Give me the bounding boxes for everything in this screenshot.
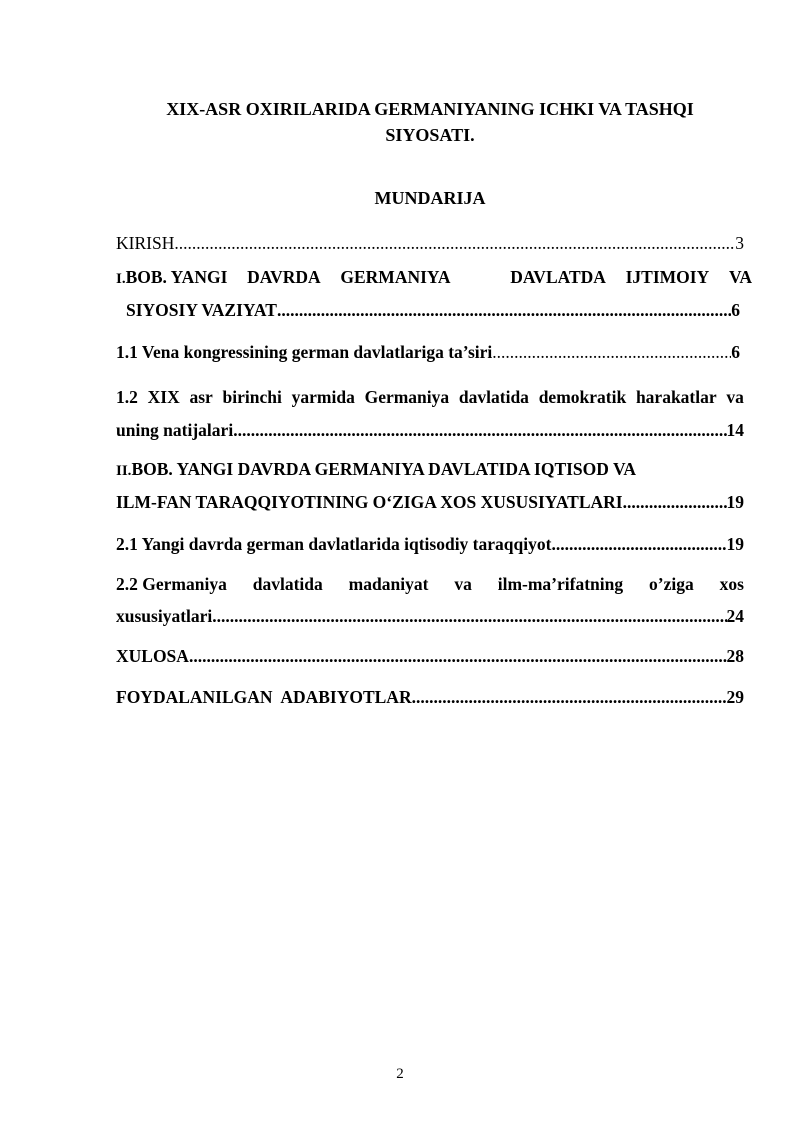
toc-label: FOYDALANILGAN ADABIYOTLAR: [116, 687, 412, 707]
toc-page-number: 19: [726, 492, 744, 512]
toc-word: DAVLATDA: [510, 267, 606, 287]
toc-page-number: 14: [726, 420, 744, 440]
toc-word: o’ziga: [649, 574, 694, 594]
toc-word: I.BOB. YANGI: [116, 267, 228, 287]
toc-label: 1.1 Vena kongressining german davlatlariga ta’siri: [116, 342, 493, 362]
toc-leader-dots: [492, 342, 731, 363]
toc-word: 2.2 Germaniya: [116, 574, 227, 594]
toc-word: davlatida: [458, 387, 529, 407]
toc-page-number: 19: [726, 534, 744, 554]
toc-entry-1-2-line1[interactable]: [116, 387, 744, 408]
toc-leader-dots: [174, 233, 735, 254]
toc-entry-2-2-line1[interactable]: [116, 574, 744, 595]
toc-word: madaniyat: [348, 574, 429, 594]
toc-entry-kirish[interactable]: [116, 233, 744, 254]
toc-word: birinchi: [222, 387, 282, 407]
toc-entry-bob2-line1[interactable]: [116, 459, 744, 480]
toc-word: xos: [719, 574, 744, 594]
toc-word: harakatlar: [635, 387, 717, 407]
toc-word: va: [454, 574, 472, 594]
toc-prefix: II.: [116, 463, 132, 479]
toc-word: Germaniya: [364, 387, 450, 407]
toc-entry-bob2-line2[interactable]: [116, 492, 744, 513]
toc-word: IJTIMOIY: [625, 267, 710, 287]
toc-word: DAVRDA: [247, 267, 321, 287]
toc-leader-dots: [623, 492, 727, 513]
toc-leader-dots: [551, 534, 726, 555]
toc-word: va: [726, 387, 744, 407]
toc-label: XULOSA: [116, 646, 189, 666]
toc-word: ilm-ma’rifatning: [497, 574, 624, 594]
toc-label: xususiyatlari: [116, 606, 213, 626]
toc-leader-dots: [233, 420, 726, 441]
toc-word: VA: [728, 267, 752, 287]
toc-entry-1-1[interactable]: [116, 342, 740, 363]
document-title: [110, 96, 750, 148]
toc-leader-dots: [189, 646, 727, 667]
toc-word: XIX: [147, 387, 180, 407]
toc-leader-dots: [212, 606, 726, 627]
toc-word: demokratik: [538, 387, 627, 407]
contents-heading: MUNDARIJA: [374, 188, 486, 208]
toc-word: yarmida: [291, 387, 355, 407]
toc-prefix: I.: [116, 271, 126, 287]
toc-entry-bob1-line1[interactable]: [116, 267, 752, 288]
toc-page-number: 29: [726, 687, 744, 707]
toc-label: KIRISH: [116, 233, 175, 253]
page-number: 2: [396, 1066, 404, 1082]
toc-page-number: 6: [731, 300, 740, 320]
title-line-2: SIYOSATI.: [385, 125, 475, 145]
toc-page-number: 24: [726, 606, 744, 626]
toc-leader-dots: [412, 687, 727, 708]
toc-page-number: 3: [735, 233, 744, 253]
toc-entry-xulosa[interactable]: [116, 646, 744, 667]
toc-entry-2-1[interactable]: [116, 534, 744, 555]
toc-entry-2-2-line2[interactable]: [116, 606, 744, 627]
toc-entry-adabiyotlar[interactable]: [116, 687, 744, 708]
toc-page-number: 6: [731, 342, 740, 362]
toc-label: BOB. YANGI DAVRDA GERMANIYA DAVLATIDA IQTISOD VA: [131, 459, 636, 479]
toc-label: SIYOSIY VAZIYAT: [126, 300, 277, 320]
title-line-1: XIX-ASR OXIRILARIDA GERMANIYANING ICHKI VA TASHQI: [166, 99, 694, 119]
toc-entry-bob1-line2[interactable]: [126, 300, 740, 321]
toc-word: 1.2: [116, 387, 138, 407]
toc-label: uning natijalari: [116, 420, 234, 440]
toc-page-number: 28: [726, 646, 744, 666]
toc-word: GERMANIYA: [340, 267, 451, 287]
toc-label: 2.1 Yangi davrda german davlatlarida iqtisodiy taraqqiyot: [116, 534, 552, 554]
toc-word: asr: [189, 387, 213, 407]
toc-entry-1-2-line2[interactable]: [116, 420, 744, 441]
toc-label: ILM-FAN TARAQQIYOTINING O‘ZIGA XOS XUSUSIYATLARI: [116, 492, 623, 512]
toc-word: davlatida: [252, 574, 323, 594]
toc-leader-dots: [277, 300, 731, 321]
